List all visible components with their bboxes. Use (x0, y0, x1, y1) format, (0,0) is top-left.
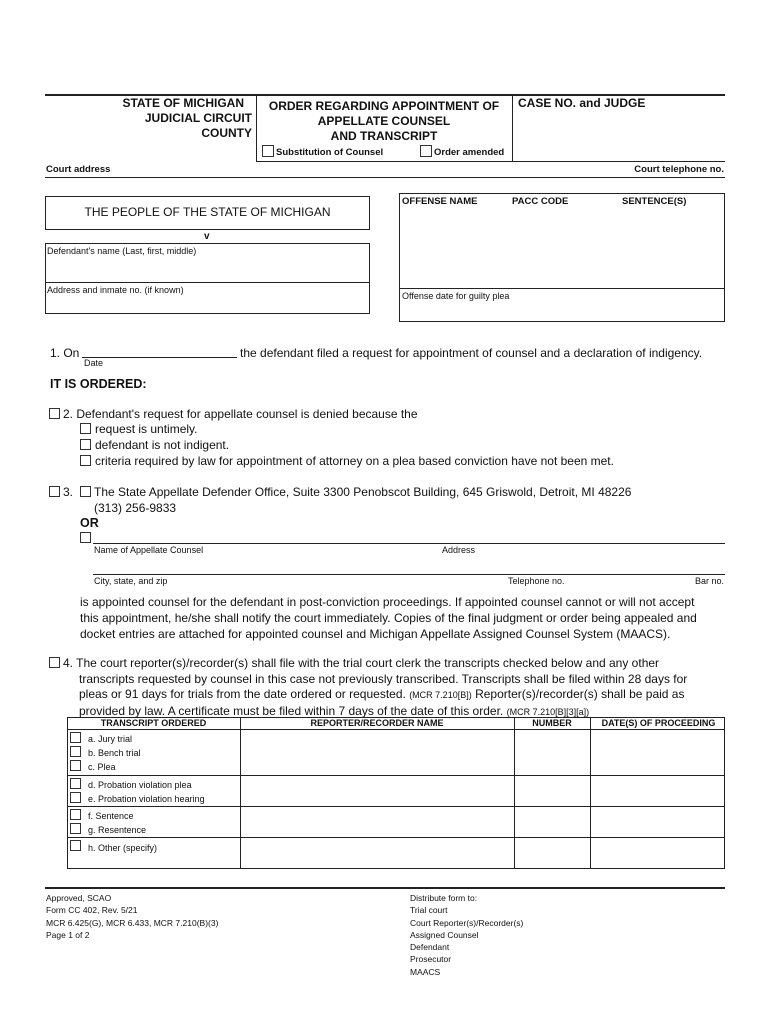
header-divider-2 (512, 95, 513, 162)
sentence-checkbox[interactable] (70, 809, 81, 820)
offense-date-rule (399, 288, 725, 289)
defendant-name-label: Defendant's name (Last, first, middle) (47, 246, 197, 256)
amended-label: Order amended (434, 147, 505, 158)
item3-checkbox[interactable] (49, 486, 60, 497)
criteria-not-met-label: criteria required by law for appointment of attorney on a plea based conviction have not been met. (95, 454, 614, 468)
table-group-rule-3 (67, 837, 725, 838)
other-checkbox[interactable] (70, 840, 81, 851)
or-label: OR (80, 516, 99, 530)
substitution-checkbox[interactable] (262, 145, 274, 157)
untimely-checkbox[interactable] (80, 423, 91, 434)
circuit-label: JUDICIAL CIRCUIT (144, 111, 252, 125)
table-group-rule-1 (67, 775, 725, 776)
item4-line3b: Reporter(s)/recorder(s) shall be paid as (475, 687, 685, 701)
resentence-checkbox[interactable] (70, 823, 81, 834)
col-dates: DATE(S) OF PROCEEDING (601, 718, 716, 728)
sentence-item-label: f. Sentence (88, 811, 134, 821)
header-divider-1 (256, 95, 257, 162)
criteria-not-met-checkbox[interactable] (80, 455, 91, 466)
sado-phone: (313) 256-9833 (94, 501, 177, 515)
amended-checkbox[interactable] (420, 145, 432, 157)
court-phone-label: Court telephone no. (634, 164, 724, 175)
versus-label: v (204, 231, 210, 242)
state-label: STATE OF MICHIGAN (122, 96, 244, 110)
ordered-heading: IT IS ORDERED: (50, 377, 147, 391)
bar-no-label: Bar no. (694, 576, 724, 586)
item4-cite1: (MCR 7.210[B]) (409, 690, 472, 700)
case-no-label: CASE NO. and JUDGE (518, 96, 646, 110)
form-title-line2: APPELLATE COUNSEL (317, 114, 451, 128)
item1-text: the defendant filed a request for appointment of counsel and a declaration of indigency. (240, 346, 703, 360)
sado-text: The State Appellate Defender Office, Suite 3300 Penobscot Building, 645 Griswold, Detroit, MI 48226 (94, 485, 632, 499)
item1-prefix: 1. On (50, 346, 80, 360)
distribute-item: Assigned Counsel (410, 929, 479, 940)
item4-line2: transcripts requested by counsel in this case not previously transcribed. Transcripts shall be filed within 28 days for (79, 671, 688, 686)
distribute-item: MAACS (410, 966, 441, 977)
sado-checkbox[interactable] (80, 486, 91, 497)
item4-line3a: pleas or 91 days for trials from the date ordered or requested. (79, 687, 406, 701)
appointed-counsel-checkbox[interactable] (80, 532, 91, 543)
defendant-address-label: Address and inmate no. (if known) (47, 285, 184, 295)
footer-rule (45, 887, 725, 889)
item4-line4a: provided by law. A certificate must be filed within 7 days of the date of this order. (79, 703, 504, 718)
pv-hearing-label: e. Probation violation hearing (88, 794, 205, 804)
header-bottom-rule (256, 161, 725, 162)
counsel-name-rule[interactable] (93, 543, 725, 544)
item4-line1: 4. The court reporter(s)/recorder(s) shall file with the trial court clerk the transcripts checked below and any other (63, 656, 660, 670)
distribute-item: Prosecutor (410, 954, 452, 965)
col-reporter-name: REPORTER/RECORDER NAME (310, 718, 444, 728)
counsel-address-label: Address (442, 545, 476, 555)
item1-date-label: Date (84, 358, 104, 368)
table-group-rule-2 (67, 806, 725, 807)
item3-number: 3. (63, 485, 74, 499)
item2-checkbox[interactable] (49, 408, 60, 419)
distribute-title: Distribute form to: (410, 893, 478, 903)
table-col-divider-3 (590, 717, 591, 869)
substitution-label: Substitution of Counsel (276, 147, 384, 158)
jury-trial-checkbox[interactable] (70, 732, 81, 743)
distribute-item: Court Reporter(s)/Recorder(s) (410, 917, 524, 928)
distribute-item: Defendant (410, 942, 450, 953)
bench-trial-checkbox[interactable] (70, 746, 81, 757)
item3-para-line3: docket entries are attached for appointed counsel and Michigan Appellate Assigned Counsel System (MAACS). (80, 627, 671, 641)
city-label: City, state, and zip (94, 576, 168, 586)
item3-paragraph (80, 594, 730, 642)
item2-text: 2. Defendant's request for appellate counsel is denied because the (63, 407, 418, 421)
offense-name-label: OFFENSE NAME (402, 196, 478, 207)
item3-para-line2: this appointment, he/she shall notify the court immediately. Copies of the final judgment or order being appealed and (80, 611, 697, 625)
transcript-table (67, 717, 725, 869)
item4-line3 (63, 687, 733, 704)
item4-paragraph (63, 656, 733, 720)
plea-label: c. Plea (88, 762, 116, 772)
footer-form-no: Form CC 402, Rev. 5/21 (46, 905, 138, 916)
other-label: h. Other (specify) (88, 843, 158, 853)
counsel-name-label: Name of Appellate Counsel (94, 545, 204, 555)
plea-checkbox[interactable] (70, 760, 81, 771)
distribute-item: Trial court (410, 905, 448, 916)
item1-date-field[interactable] (82, 357, 237, 358)
footer-approved: Approved, SCAO (46, 893, 112, 903)
offense-box (399, 193, 725, 322)
resentence-label: g. Resentence (88, 825, 147, 835)
table-col-divider-1 (240, 717, 241, 869)
footer-mcr: MCR 6.425(G), MCR 6.433, MCR 7.210(B)(3) (46, 917, 219, 928)
pv-hearing-checkbox[interactable] (70, 792, 81, 803)
footer-distribution (410, 892, 523, 978)
footer-left (46, 892, 218, 941)
table-header-rule (67, 729, 725, 730)
not-indigent-checkbox[interactable] (80, 439, 91, 450)
col-number: NUMBER (532, 718, 572, 728)
telephone-label: Telephone no. (508, 576, 565, 586)
form-title-line1: ORDER REGARDING APPOINTMENT OF (268, 99, 500, 113)
sentence-label: SENTENCE(S) (622, 196, 687, 207)
item4-cite2: (MCR 7.210[B][3][a]) (506, 706, 590, 717)
pv-plea-label: d. Probation violation plea (88, 780, 192, 790)
not-indigent-label: defendant is not indigent. (95, 438, 230, 452)
pacc-code-label: PACC CODE (512, 196, 569, 207)
offense-date-label: Offense date for guilty plea (402, 291, 510, 301)
form-title (258, 99, 510, 144)
footer-page: Page 1 of 2 (46, 929, 90, 940)
county-label: COUNTY (201, 126, 252, 140)
people-label: THE PEOPLE OF THE STATE OF MICHIGAN (84, 205, 331, 219)
item4-checkbox[interactable] (49, 657, 60, 668)
jury-trial-label: a. Jury trial (88, 734, 133, 744)
court-address-label: Court address (46, 164, 111, 175)
item3-para-line1: is appointed counsel for the defendant in post-conviction proceedings. If appointed counsel cannot or will not accept (80, 595, 695, 609)
court-address-rule (45, 177, 725, 178)
counsel-city-rule[interactable] (93, 574, 725, 575)
form-title-line3: AND TRANSCRIPT (330, 129, 438, 143)
pv-plea-checkbox[interactable] (70, 778, 81, 789)
bench-trial-label: b. Bench trial (88, 748, 141, 758)
col-transcript-ordered: TRANSCRIPT ORDERED (100, 718, 207, 728)
table-col-divider-2 (514, 717, 515, 869)
untimely-label: request is untimely. (95, 422, 198, 436)
